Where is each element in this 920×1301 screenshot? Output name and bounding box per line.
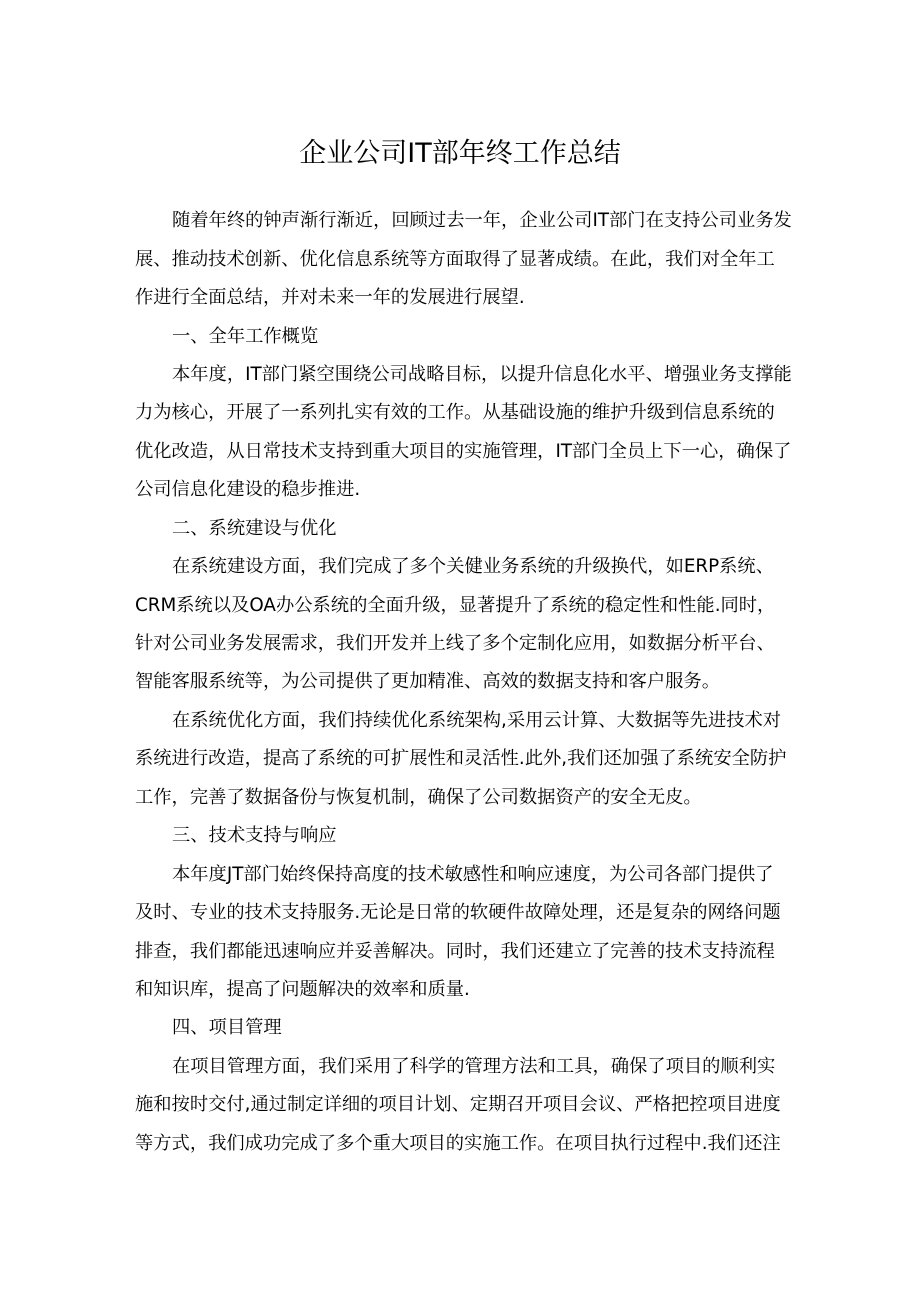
paragraph-line: 施和按时交付,通过制定详细的项目计划、定期召开项目会议、严格把控项目进度 (135, 1094, 781, 1115)
paragraph-line: 等方式，我们成功完成了多个重大项目的实施工作。在项目执行过程中.我们还注 (135, 1133, 781, 1154)
section-heading: 一、全年工作概览 (172, 326, 319, 347)
paragraph-line: 随着年终的钟声渐行渐近，回顾过去一年，企业公司IT部门在支持公司业务发 (172, 210, 792, 231)
paragraph-line: 本年度JT部门始终保持高度的技术敏感性和响应速度，为公司各部门提供了 (172, 864, 774, 885)
paragraph-line: 展、推动技术创新、优化信息系统等方面取得了显著成绩。在此，我们对全年工 (135, 249, 775, 270)
paragraph-line: 力为核心，开展了一系列扎实有效的工作。从基础设施的维护升级到信息系统的 (135, 402, 775, 423)
paragraph-line: 在系统优化方面，我们持续优化系统架构,采用云计算、大数据等先进技术对 (172, 710, 782, 731)
section-heading: 四、项目管理 (172, 1017, 282, 1038)
paragraph-line: 针对公司业务发展需求，我们开发并上线了多个定制化应用，如数据分析平台、 (135, 633, 775, 654)
paragraph-line: 在系统建设方面，我们完成了多个关健业务系统的升级换代，如ERP系统、 (172, 556, 774, 577)
paragraph-line: 系统进行改造，提高了系统的可扩展性和灵活性.此外,我们还加强了系统安全防护 (135, 748, 787, 769)
paragraph-line: 本年度，IT部门紧空围绕公司战略目标，以提升信息化水平、增强业务支撑能 (172, 364, 792, 385)
paragraph-line: 和知识库，提高了问题解决的效率和质量. (135, 979, 470, 1000)
paragraph-line: 作进行全面总结，并对未来一年的发展进行展望. (135, 287, 525, 308)
paragraph-line: 优化改造，从日常技术支持到重大项目的实施管理，IT部门全员上下一心，确保了 (135, 441, 792, 462)
paragraph-line: 在项目管理方面，我们采用了科学的管理方法和工具，确保了项目的顺利实 (172, 1056, 776, 1077)
paragraph-line: 智能客服系统等，为公司提供了更加精准、高效的数据支持和客户服务。 (135, 671, 720, 692)
section-heading: 二、系统建设与优化 (172, 518, 337, 539)
paragraph-line: 公司信息化建设的稳步推进. (135, 479, 361, 500)
paragraph-line: 排查，我们都能迅速响应并妥善解决。同时，我们还建立了完善的技术支持流程 (135, 941, 775, 962)
paragraph-line: 及时、专业的技术支持服务.无论是日常的软硬件故障处理，还是复杂的网络问题 (135, 902, 781, 923)
paragraph-line: 工作，完善了数据备份与恢复机制，确保了公司数据资产的安全无皮。 (135, 787, 702, 808)
document-title: 企业公司IT部年终工作总结 (299, 138, 621, 169)
paragraph-line: CRM系统以及OA办公系统的全面升级，显著提升了系统的稳定性和性能.同时， (135, 595, 776, 616)
section-heading: 三、技术支持与响应 (172, 825, 337, 846)
